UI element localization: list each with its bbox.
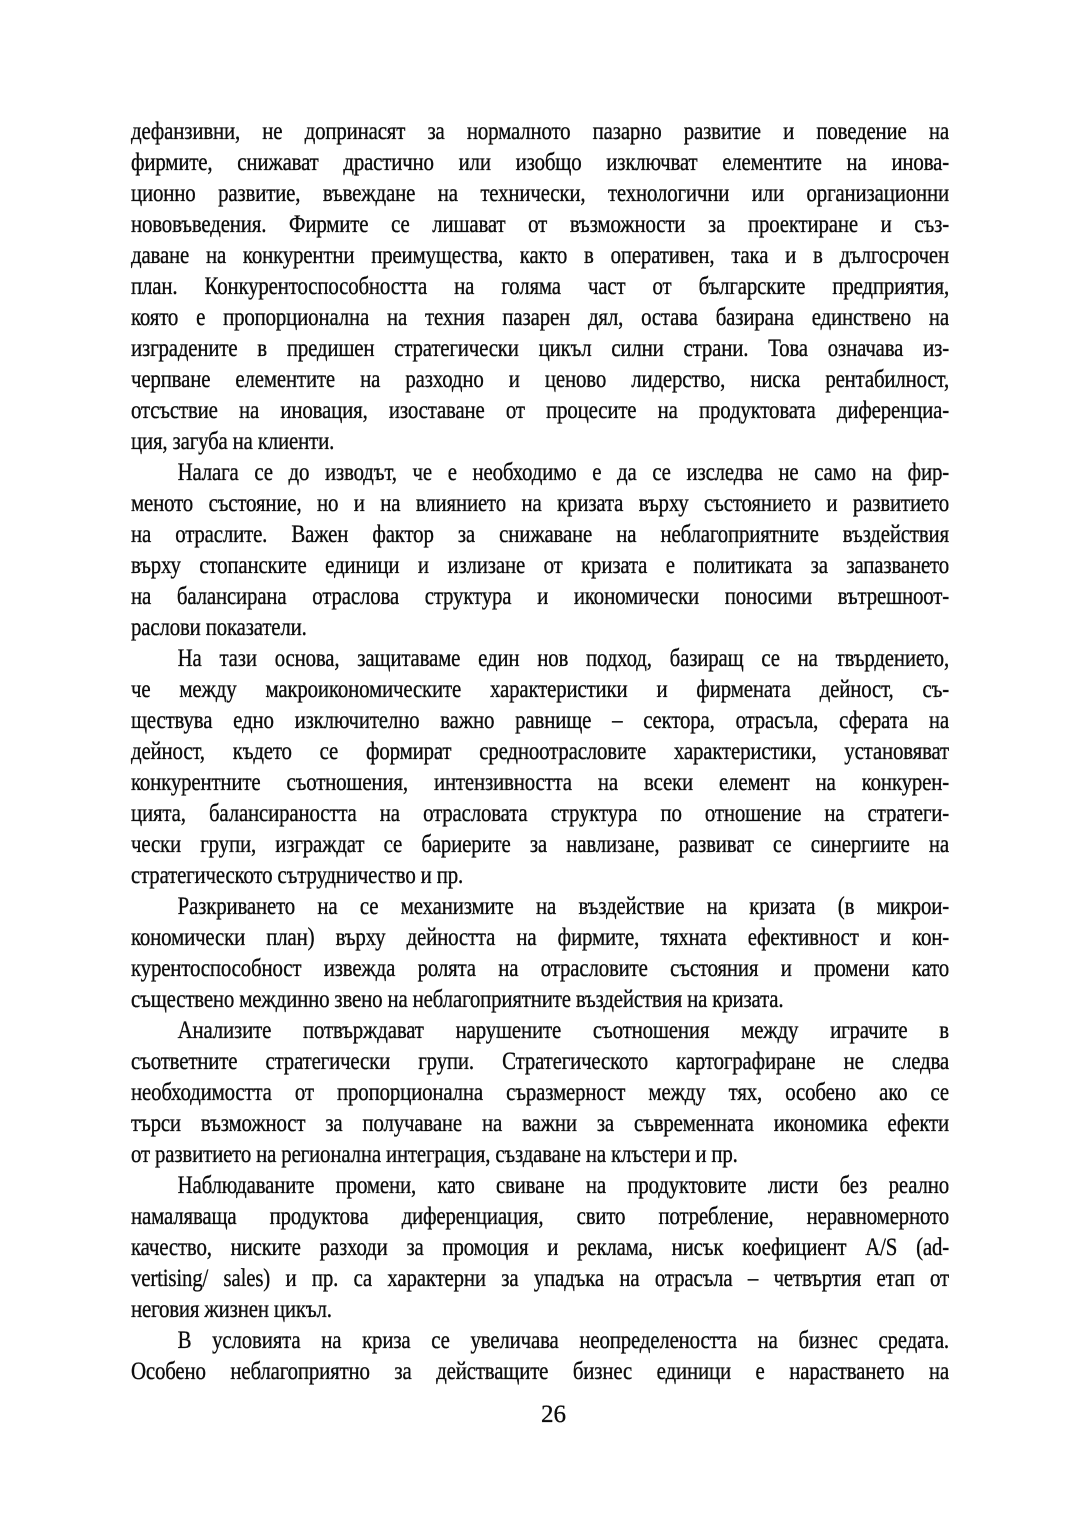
text-line: намаляваща продуктова диференциация, свито потребление, неравномерното [131,1201,949,1230]
text-line: съответните стратегически групи. Стратегическото картографиране не следва [131,1046,949,1075]
text-line: стратегическото сътрудничество и пр. [131,860,464,889]
text-line: план. Конкурентоспособността на голяма част от българските предприятия, [131,271,949,300]
text-line: ционно развитие, въвеждане на технически, технологични или организационни [131,178,949,207]
text-line: фирмите, снижават драстично или изобщо изключват елементите на инова- [131,147,949,176]
text-line: която е пропорционална на техния пазарен дял, остава базирана единствено на [131,302,949,331]
text-line: Особено неблагоприятно за действащите бизнес единици е нарастването на [131,1356,949,1385]
text-line: търси възможност за получаване на важни за съвременната икономика ефекти [131,1108,949,1137]
text-line: дейност, където се формират средноотрасловите характеристики, установяват [131,736,949,765]
text-line: Налага се до изводът, че е необходимо е да се изследва не само на фир- [177,457,950,486]
text-line: конкурентните съотношения, интензивността на всеки елемент на конкурен- [131,767,949,796]
text-line: кономически план) върху дейността на фирмите, тяхната ефективност и кон- [131,922,949,951]
text-line: даване на конкурентни преимущества, както в оперативен, така и в дългосрочен [131,240,949,269]
text-line: неговия жизнен цикъл. [131,1294,332,1323]
text-line: Разкриването на се механизмите на въздействие на кризата (в микрои- [177,891,950,920]
text-line: курентоспособност извежда ролята на отрасловите състояния и промени като [131,953,949,982]
body-text [131,115,949,1386]
text-line: на отраслите. Важен фактор за снижаване на неблагоприятните въздействия [131,519,949,548]
text-line: Анализите потвърждават нарушените съотношения между играчите в [177,1015,950,1044]
text-line: чески групи, изграждат се бариерите за навлизане, развиват се синергиите на [131,829,949,858]
text-line: В условията на криза се увеличава неопределеността на бизнес средата. [177,1325,950,1354]
text-line: изградените в предишен стратегически цикъл силни страни. Това означава из- [131,333,949,362]
text-line: нововъведения. Фирмите се лишават от възможности за проектиране и съз- [131,209,949,238]
text-line: черпване елементите на разходно и ценово лидерство, ниска рентабилност, [131,364,949,393]
text-line: vertising/ sales) и пр. са характерни за упадъка на отрасъла – четвъртия етап от [131,1263,949,1292]
text-line: цията, балансираността на отрасловата структура по отношение на стратеги- [131,798,949,827]
text-line: дефанзивни, не допринасят за нормалното пазарно развитие и поведение на [131,116,949,145]
text-line: отсъствие на иновация, изоставане от процесите на продуктовата диференциа- [131,395,949,424]
text-line: раслови показатели. [131,612,307,641]
text-line: че между макроикономическите характеристики и фирмената дейност, съ- [131,674,949,703]
text-line: на балансирана отраслова структура и икономически поносими вътрешноот- [131,581,949,610]
text-line: качество, ниските разходи за промоция и реклама, нисък коефициент A/S (ad- [131,1232,949,1261]
text-line: Наблюдаваните промени, като свиване на продуктовите листи без реално [177,1170,950,1199]
text-line: върху стопанските единици и излизане от кризата е политиката за запазването [131,550,949,579]
text-line: меното състояние, но и на влиянието на кризата върху състоянието и развитието [131,488,949,517]
text-line: необходимостта от пропорционална съразмерност между тях, особено ако се [131,1077,949,1106]
text-line: от развитието на регионална интеграция, създаване на клъстери и пр. [131,1139,738,1168]
page-number: 26 [541,1401,566,1428]
text-line: На тази основа, защитаваме един нов подход, базиращ се на твърдението, [177,643,950,672]
text-line: съществено междинно звено на неблагоприятните въздействия на кризата. [131,984,784,1013]
text-line: ция, загуба на клиенти. [131,426,335,455]
text-line: ществува едно изключително важно равнище – сектора, отрасъла, сферата на [131,705,949,734]
